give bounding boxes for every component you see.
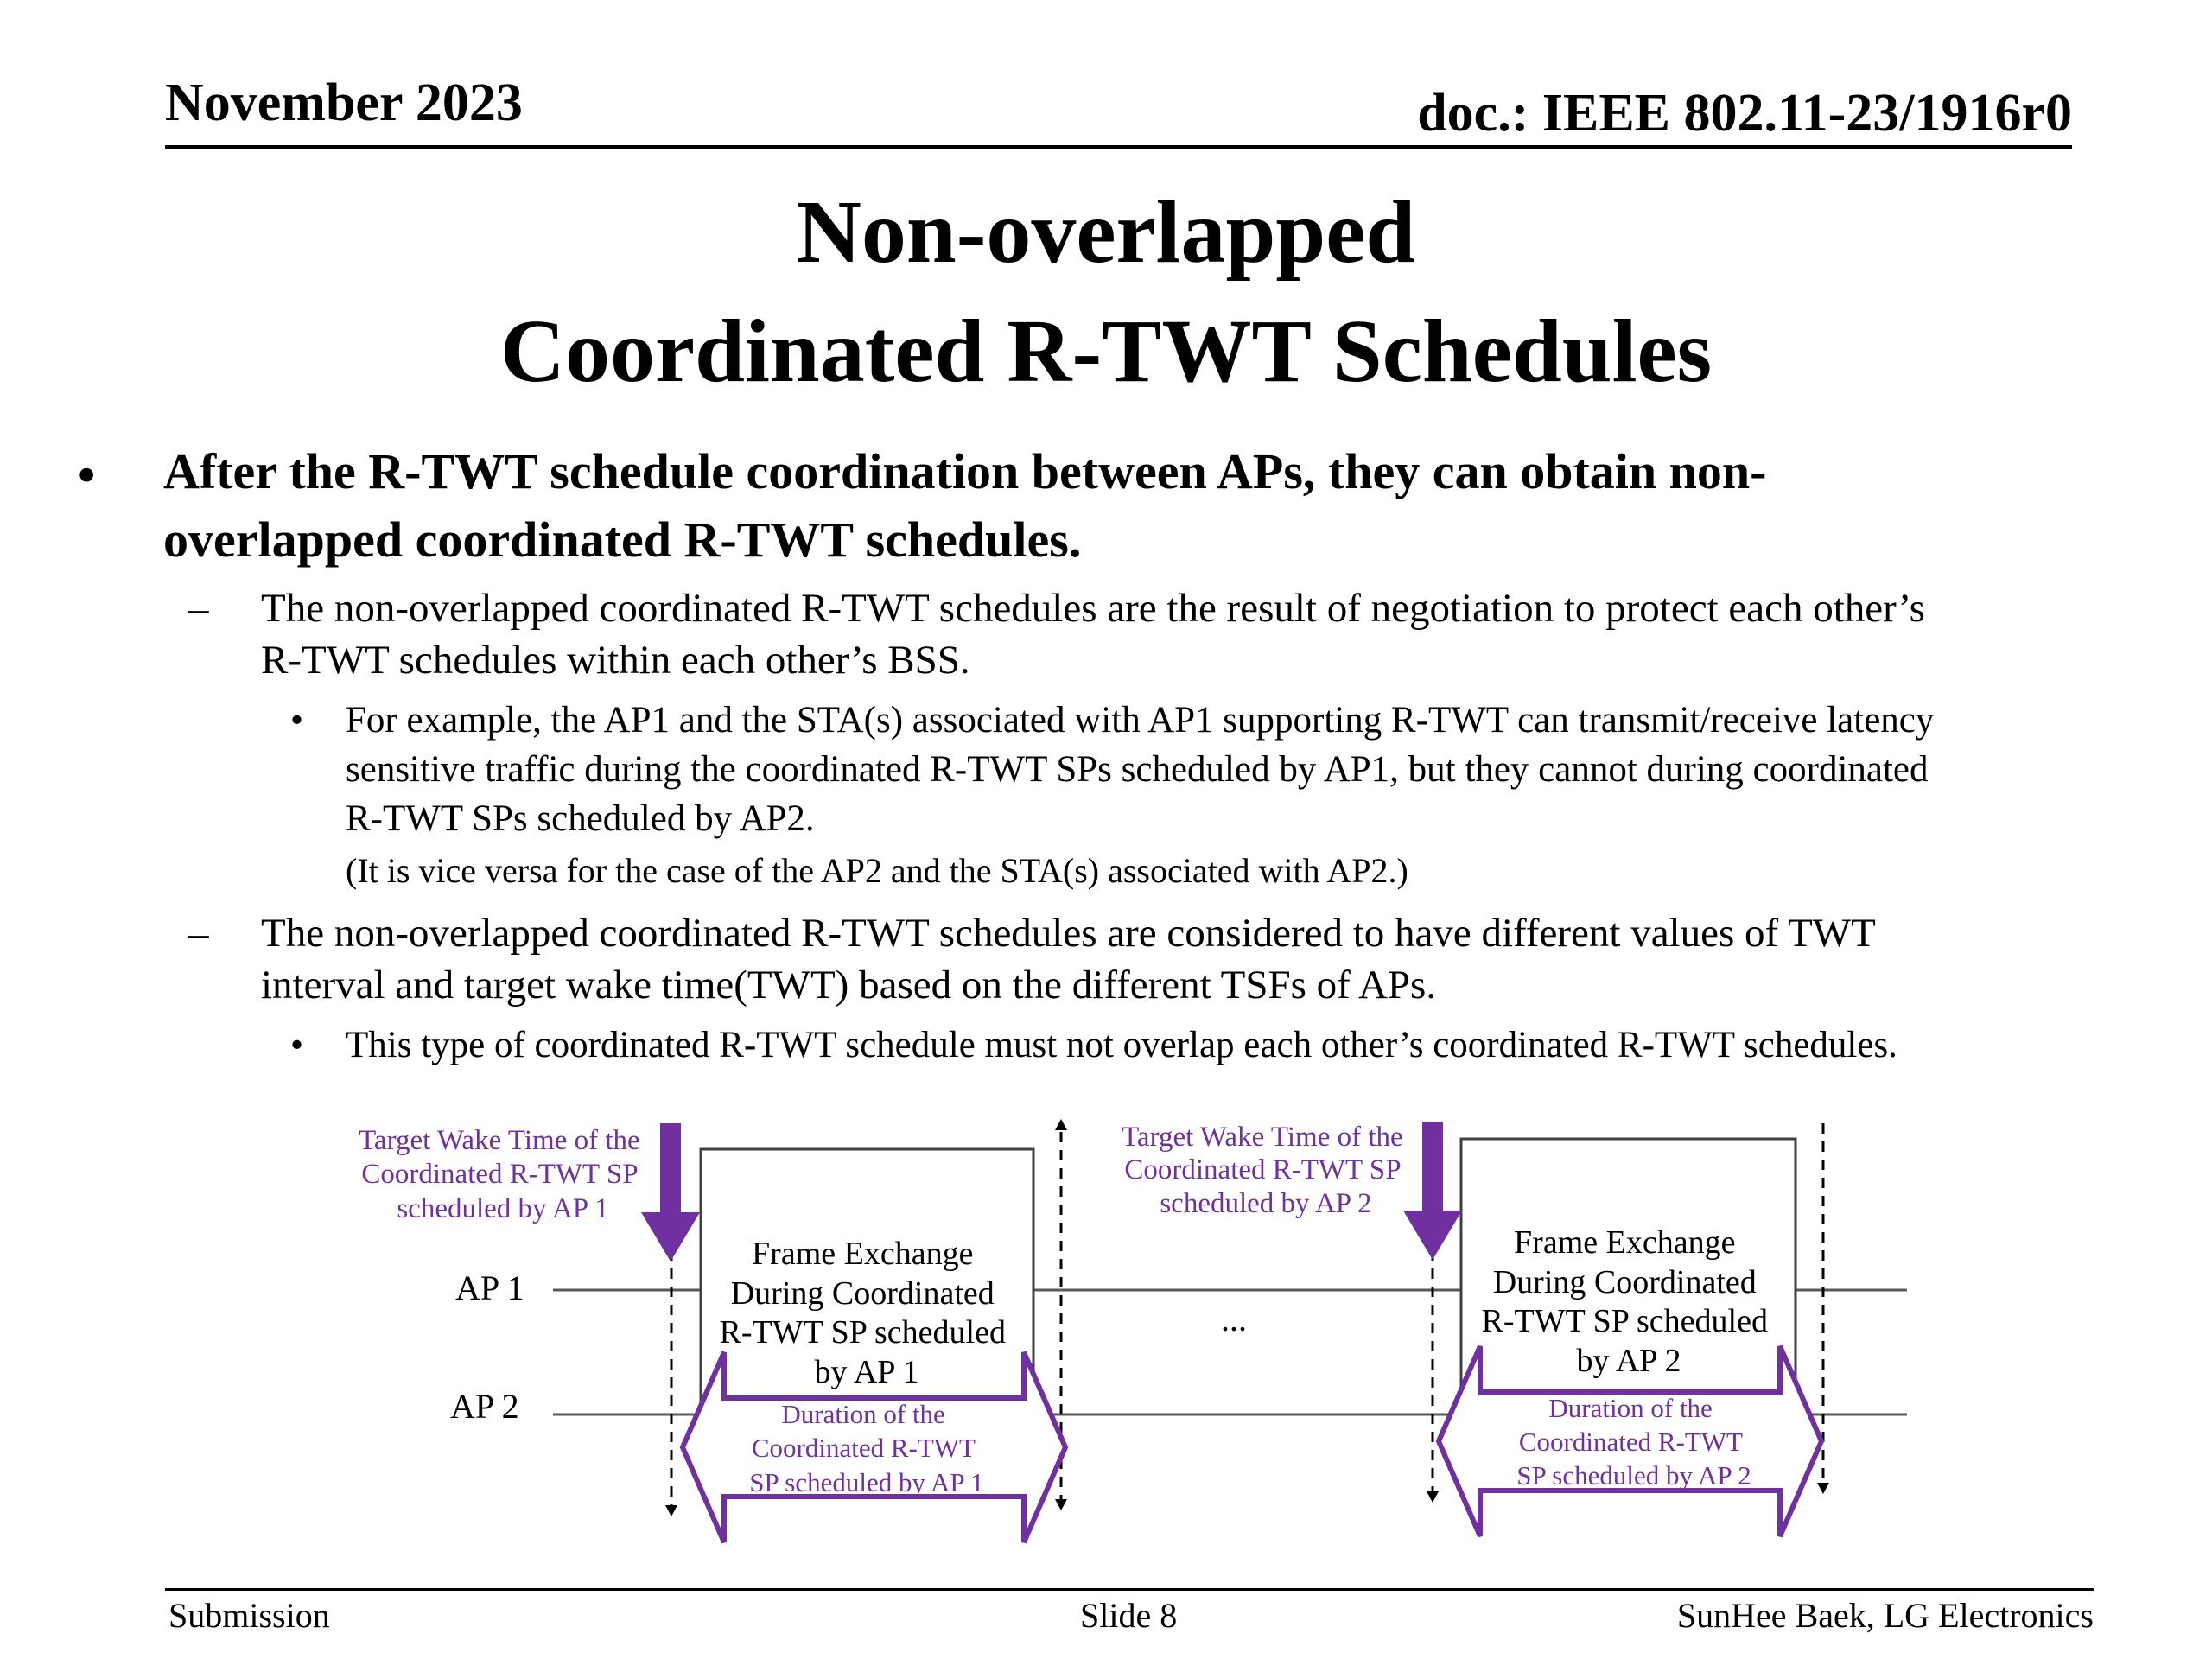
bullet-marker: • bbox=[290, 1025, 304, 1065]
duration-label-ap2 bbox=[1516, 1393, 1751, 1491]
twt-label-ap2 bbox=[1122, 1122, 1410, 1219]
dash-marker: – bbox=[188, 586, 209, 631]
footer-rule bbox=[165, 1588, 2094, 1591]
twt-arrow-ap1-icon bbox=[641, 1123, 700, 1262]
arrow-down-icon bbox=[1055, 1499, 1067, 1510]
twt-label-ap1 bbox=[359, 1125, 647, 1224]
dur1-line: Coordinated R-TWT bbox=[751, 1433, 976, 1463]
sub1-line-2: R-TWT schedules within each other’s BSS. bbox=[261, 638, 970, 683]
box2-line: During Coordinated bbox=[1492, 1264, 1757, 1300]
footer-author: SunHee Baek, LG Electronics bbox=[1676, 1596, 2094, 1635]
sub1a-line-1: For example, the AP1 and the STA(s) associated with AP1 supporting R-TWT can transmit/receive latency bbox=[346, 700, 1935, 741]
ellipsis: ... bbox=[1221, 1300, 1247, 1338]
header-doc-id: doc.: IEEE 802.11-23/1916r0 bbox=[1417, 84, 2072, 143]
sub2-line-1: The non-overlapped coordinated R-TWT schedules are considered to have different values of TWT bbox=[261, 911, 1876, 956]
ap1-label: AP 1 bbox=[455, 1268, 524, 1307]
sub1a-note: (It is vice versa for the case of the AP2 and the STA(s) associated with AP2.) bbox=[346, 851, 1408, 890]
box1-line: by AP 1 bbox=[814, 1354, 919, 1390]
sub1a-line-2: sensitive traffic during the coordinated R-TWT SPs scheduled by AP1, but they cannot during coordinated bbox=[346, 749, 1929, 790]
twt2-line: scheduled by AP 2 bbox=[1160, 1188, 1372, 1219]
box1-line: Frame Exchange bbox=[752, 1236, 974, 1272]
footer-slide-number: Slide 8 bbox=[1080, 1596, 1178, 1635]
twt2-line: Coordinated R-TWT SP bbox=[1124, 1154, 1401, 1185]
box2-line: R-TWT SP scheduled bbox=[1481, 1303, 1768, 1339]
sub2a-line: This type of coordinated R-TWT schedule must not overlap each other’s coordinated R-TWT schedules. bbox=[346, 1025, 1897, 1065]
box1-line: R-TWT SP scheduled bbox=[719, 1314, 1006, 1351]
box1-line: During Coordinated bbox=[730, 1275, 995, 1312]
dur2-line: SP scheduled by AP 2 bbox=[1516, 1460, 1751, 1491]
dur2-line: Duration of the bbox=[1548, 1393, 1713, 1423]
dur1-line: Duration of the bbox=[781, 1399, 945, 1429]
main-bullet-line-1: After the R-TWT schedule coordination between APs, they can obtain non- bbox=[163, 443, 1767, 499]
dur1-line: SP scheduled by AP 1 bbox=[749, 1467, 984, 1497]
dur2-line: Coordinated R-TWT bbox=[1518, 1427, 1743, 1457]
arrow-down-icon bbox=[665, 1505, 677, 1516]
title-line-2: Coordinated R-TWT Schedules bbox=[499, 302, 1713, 401]
arrow-down-icon bbox=[1817, 1483, 1829, 1494]
bullet-marker: • bbox=[290, 700, 304, 741]
header-date: November 2023 bbox=[165, 73, 523, 132]
twt1-line: scheduled by AP 1 bbox=[397, 1193, 609, 1224]
arrow-down-icon bbox=[1427, 1491, 1439, 1503]
sub2-line-2: interval and target wake time(TWT) based on the different TSFs of APs. bbox=[261, 963, 1437, 1007]
box2-line: by AP 2 bbox=[1576, 1343, 1681, 1379]
twt2-line: Target Wake Time of the bbox=[1122, 1122, 1403, 1153]
main-bullet-line-2: overlapped coordinated R-TWT schedules. bbox=[163, 512, 1082, 568]
twt1-line: Target Wake Time of the bbox=[359, 1125, 640, 1156]
sub1-line-1: The non-overlapped coordinated R-TWT schedules are the result of negotiation to protect each other’s bbox=[261, 586, 1925, 631]
duration-label-ap1 bbox=[749, 1399, 984, 1497]
bullet-marker: • bbox=[78, 447, 96, 503]
twt1-line: Coordinated R-TWT SP bbox=[361, 1159, 638, 1190]
twt-arrow-ap2-icon bbox=[1403, 1122, 1462, 1260]
box2-line: Frame Exchange bbox=[1514, 1224, 1736, 1261]
arrow-up-icon bbox=[1055, 1119, 1067, 1130]
sub1a-line-3: R-TWT SPs scheduled by AP2. bbox=[346, 798, 815, 839]
ap2-label: AP 2 bbox=[450, 1387, 519, 1426]
dash-marker: – bbox=[188, 911, 209, 956]
footer-left: Submission bbox=[168, 1596, 330, 1635]
title-line-1: Non-overlapped bbox=[796, 182, 1416, 282]
